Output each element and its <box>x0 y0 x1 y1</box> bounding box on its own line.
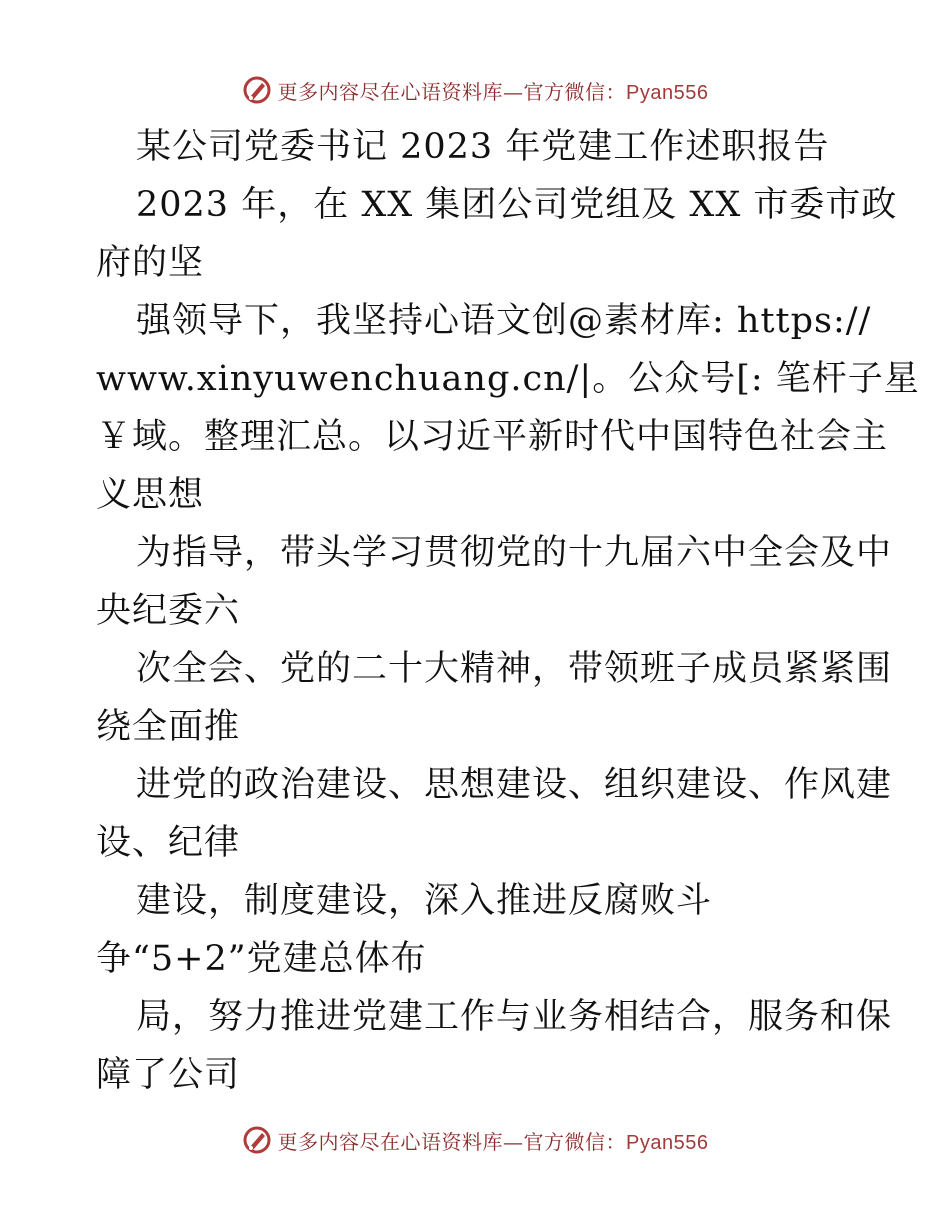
text-line: 绕全面推 <box>96 707 241 747</box>
document-title: 某公司党委书记 2023 年党建工作述职报告 <box>136 127 830 167</box>
text-line: 局，努力推进党建工作与业务相结合，服务和保 <box>136 997 893 1037</box>
text-line: 2023 年，在 XX 集团公司党组及 XX 市委市政 <box>136 185 898 225</box>
text-line: 争“5+2”党建总体布 <box>96 939 427 979</box>
pen-logo-icon <box>242 75 272 105</box>
text-line: 为指导，带头学习贯彻党的十九届六中全会及中 <box>136 533 893 573</box>
document-body <box>96 118 920 1104</box>
text-line: www.xinyuwenchuang.cn/|。公众号[: 笔杆子星 <box>96 359 920 399</box>
watermark-text: 更多内容尽在心语资料库—官方微信： <box>277 79 627 104</box>
text-line: 进党的政治建设、思想建设、组织建设、作风建 <box>136 765 893 805</box>
watermark-wechat-id: Pyan556 <box>626 1131 709 1154</box>
header-watermark <box>0 72 950 108</box>
watermark-text: 更多内容尽在心语资料库—官方微信： <box>277 1129 627 1154</box>
text-line: 府的坚 <box>96 243 205 283</box>
text-line: 建设，制度建设，深入推进反腐败斗 <box>136 881 713 921</box>
footer-watermark <box>0 1122 950 1158</box>
watermark-wechat-id: Pyan556 <box>626 81 709 104</box>
text-line: 设、纪律 <box>96 823 241 863</box>
text-line: 强领导下，我坚持心语文创@素材库: https:// <box>136 301 872 341</box>
text-line: 障了公司 <box>96 1055 241 1095</box>
text-line: ￥域。整理汇总。以习近平新时代中国特色社会主 <box>96 417 889 457</box>
text-line: 义思想 <box>96 475 205 515</box>
text-line: 央纪委六 <box>96 591 241 631</box>
text-line: 次全会、党的二十大精神，带领班子成员紧紧围 <box>136 649 893 689</box>
pen-logo-icon <box>242 1125 272 1155</box>
